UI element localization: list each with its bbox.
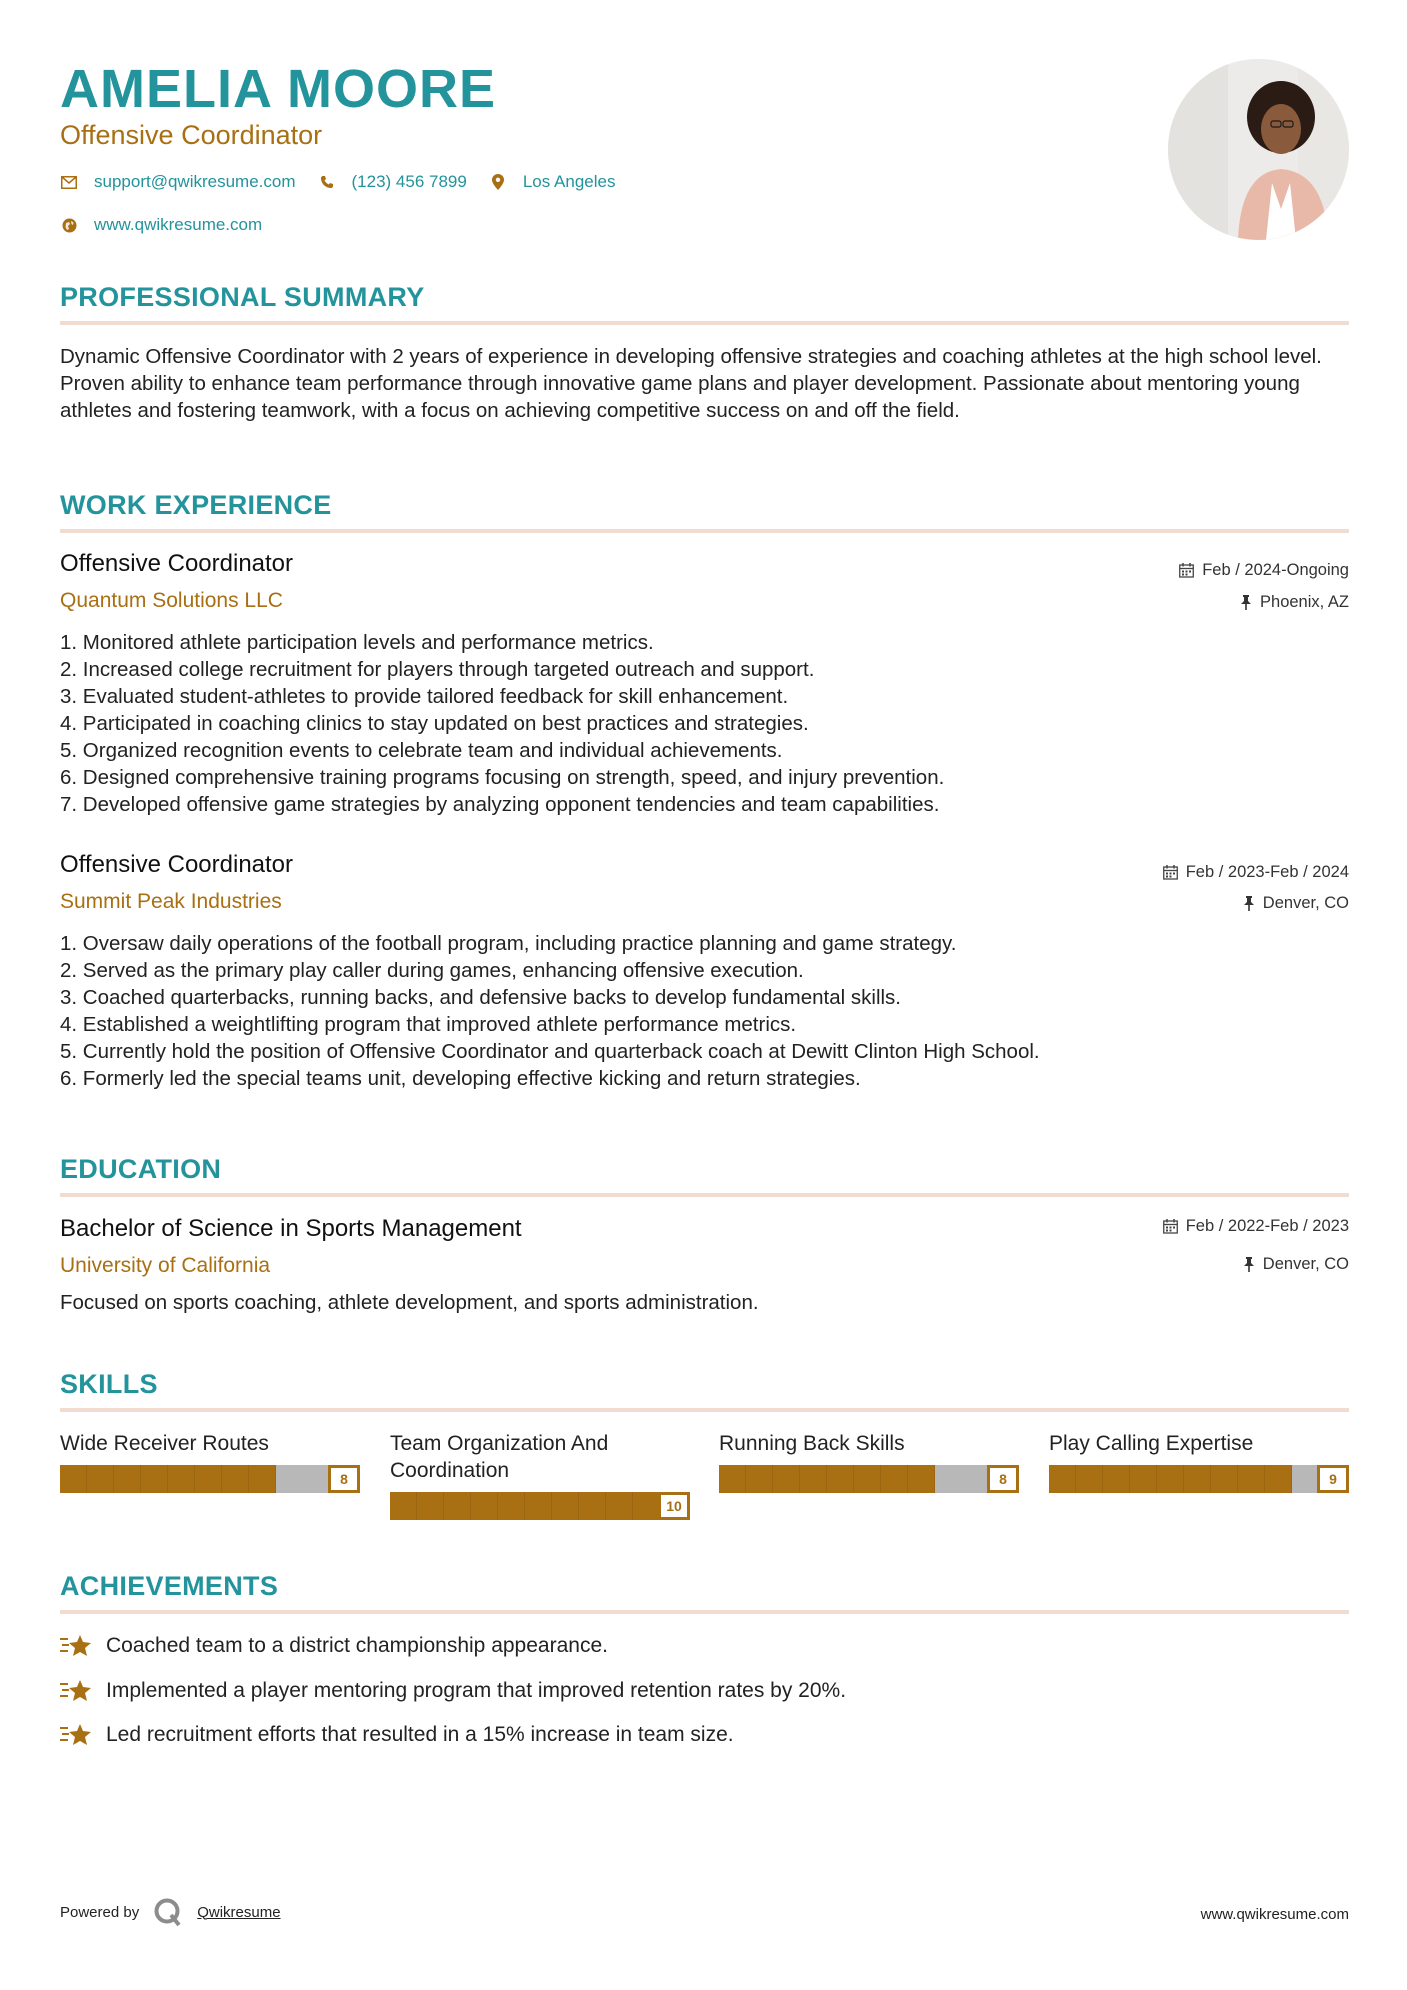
list-item: 5. Currently hold the position of Offensive Coordinator and quarterback coach at Dewitt Clinton High School. [60,1040,1040,1063]
section-divider [60,321,1349,325]
education-dates-text: Feb / 2022-Feb / 2023 [1185,1217,1349,1235]
skill-segment [854,1465,881,1493]
skill-segment [498,1492,525,1520]
skill-segment [1265,1465,1292,1493]
powered-by-label: Powered by [60,1903,140,1921]
achievement-item [60,1677,846,1704]
skill-segment [1130,1465,1157,1493]
section-divider [60,1610,1349,1614]
star-icon [60,1678,92,1704]
skill-name: Running Back Skills [719,1432,905,1455]
job-bullets [60,629,1350,818]
skill-segment [417,1492,444,1520]
job-title: Offensive Coordinator [60,550,294,577]
skill-name: Play Calling Expertise [1049,1432,1254,1455]
contact-row [60,172,637,192]
section-divider [60,529,1349,533]
skill-name: Wide Receiver Routes [60,1432,269,1455]
pushpin-icon [1240,595,1252,610]
list-item: 4. Participated in coaching clinics to stay updated on best practices and strategies. [60,712,809,735]
job-dates-text: Feb / 2024-Ongoing [1202,561,1349,579]
job-dates [1163,861,1349,883]
email-link[interactable]: support@qwikresume.com [94,172,296,191]
education-location-text: Denver, CO [1262,1255,1349,1273]
skill-bar [719,1465,1019,1493]
skill-segment [746,1465,773,1493]
skills-heading: SKILLS [60,1369,158,1399]
job-location [1240,591,1349,613]
skill-segment [773,1465,800,1493]
education-dates [1163,1215,1349,1237]
qwikresume-link[interactable]: Qwikresume [197,1903,281,1921]
job-bullets [60,930,1350,1092]
achievement-item [60,1632,608,1659]
skill-fill [719,1465,935,1493]
candidate-title: Offensive Coordinator [60,120,323,150]
list-item: 6. Formerly led the special teams unit, developing effective kicking and return strategies. [60,1067,861,1090]
job-dates [1179,559,1349,581]
section-divider [60,1193,1349,1197]
company-name: Summit Peak Industries [60,890,282,913]
phone-number: (123) 456 7899 [351,172,467,191]
skill-segment [390,1492,417,1520]
skill-score: 10 [658,1492,690,1520]
skill-segment [1184,1465,1211,1493]
achievement-text: Led recruitment efforts that resulted in a 15% increase in team size. [106,1723,734,1746]
footer-powered-by [60,1897,281,1927]
phone-icon [318,173,336,191]
company-name: Quantum Solutions LLC [60,589,283,612]
skill-segment [1076,1465,1103,1493]
skill-segment [719,1465,746,1493]
skill-segment [168,1465,195,1493]
skill-bar [390,1492,690,1520]
envelope-icon [60,173,78,191]
globe-icon [60,216,78,234]
skill-item [60,1430,360,1493]
skill-segment [1211,1465,1238,1493]
achievements-heading: ACHIEVEMENTS [60,1571,279,1601]
star-icon [60,1633,92,1659]
list-item: 6. Designed comprehensive training programs focusing on strength, speed, and injury prevention. [60,766,945,789]
skill-score: 8 [987,1465,1019,1493]
summary-heading: PROFESSIONAL SUMMARY [60,282,425,312]
star-icon [60,1722,92,1748]
list-item: 2. Increased college recruitment for players through targeted outreach and support. [60,658,815,681]
skill-segment [249,1465,276,1493]
skill-segment [195,1465,222,1493]
skill-segment [552,1492,579,1520]
calendar-icon [1179,563,1194,578]
skill-item [719,1430,1019,1493]
skill-segment [471,1492,498,1520]
section-divider [60,1408,1349,1412]
skill-segment [827,1465,854,1493]
skill-score: 8 [328,1465,360,1493]
skill-segment [606,1492,633,1520]
profile-photo [1168,59,1349,240]
skill-name: Team Organization And Coordination [390,1432,609,1482]
skill-item [390,1430,690,1520]
skill-segment [633,1492,660,1520]
list-item: 1. Oversaw daily operations of the football program, including practice planning and game strategy. [60,932,957,955]
job-location-text: Phoenix, AZ [1260,593,1349,611]
education-location [1243,1253,1349,1275]
achievement-text: Coached team to a district championship appearance. [106,1634,608,1657]
website-link[interactable]: www.qwikresume.com [94,215,263,234]
calendar-icon [1163,1219,1178,1234]
list-item: 2. Served as the primary play caller during games, enhancing offensive execution. [60,959,804,982]
list-item: 1. Monitored athlete participation levels and performance metrics. [60,631,654,654]
skill-segment [579,1492,606,1520]
footer-website[interactable]: www.qwikresume.com [1200,1906,1349,1923]
degree-title: Bachelor of Science in Sports Management [60,1215,522,1242]
education-description: Focused on sports coaching, athlete development, and sports administration. [60,1291,759,1314]
qwikresume-logo-icon [153,1897,183,1927]
website-row [60,215,284,235]
job-dates-text: Feb / 2023-Feb / 2024 [1185,863,1349,881]
calendar-icon [1163,865,1178,880]
job-location-text: Denver, CO [1262,894,1349,912]
summary-text: Dynamic Offensive Coordinator with 2 years of experience in developing offensive strategies and coaching athletes at the high school level. Proven ability to enhance team performance through innovative game plans and player development. Passionate about mentoring young athletes and fostering teamwork, with a focus on achieving competitive success on and off the field. [60,345,1322,422]
experience-heading: WORK EXPERIENCE [60,490,332,520]
achievement-item [60,1721,734,1748]
skill-fill [1049,1465,1292,1493]
list-item: 4. Established a weightlifting program that improved athlete performance metrics. [60,1013,797,1036]
skill-segment [60,1465,87,1493]
skill-segment [87,1465,114,1493]
skill-fill [60,1465,276,1493]
candidate-name: AMELIA MOORE [60,59,496,119]
skill-segment [525,1492,552,1520]
school-name: University of California [60,1254,271,1277]
job-location [1243,892,1349,914]
skill-segment [800,1465,827,1493]
pushpin-icon [1243,896,1255,911]
skill-segment [141,1465,168,1493]
list-item: 7. Developed offensive game strategies by analyzing opponent tendencies and team capabilities. [60,793,940,816]
skill-segment [444,1492,471,1520]
list-item: 3. Evaluated student-athletes to provide tailored feedback for skill enhancement. [60,685,789,708]
pushpin-icon [1243,1257,1255,1272]
skill-item [1049,1430,1349,1493]
achievement-text: Implemented a player mentoring program that improved retention rates by 20%. [106,1679,847,1702]
skill-segment [222,1465,249,1493]
skill-segment [114,1465,141,1493]
skill-bar [1049,1465,1349,1493]
list-item: 3. Coached quarterbacks, running backs, and defensive backs to develop fundamental skills. [60,986,902,1009]
skill-segment [1049,1465,1076,1493]
skill-segment [1157,1465,1184,1493]
skill-score: 9 [1317,1465,1349,1493]
location-text: Los Angeles [522,172,616,191]
skill-segment [881,1465,908,1493]
skill-fill [390,1492,660,1520]
list-item: 5. Organized recognition events to celebrate team and individual achievements. [60,739,783,762]
skill-segment [1238,1465,1265,1493]
job-title: Offensive Coordinator [60,851,294,878]
education-heading: EDUCATION [60,1154,222,1184]
map-pin-icon [489,173,507,191]
skill-segment [908,1465,935,1493]
skill-segment [1103,1465,1130,1493]
skill-bar [60,1465,360,1493]
